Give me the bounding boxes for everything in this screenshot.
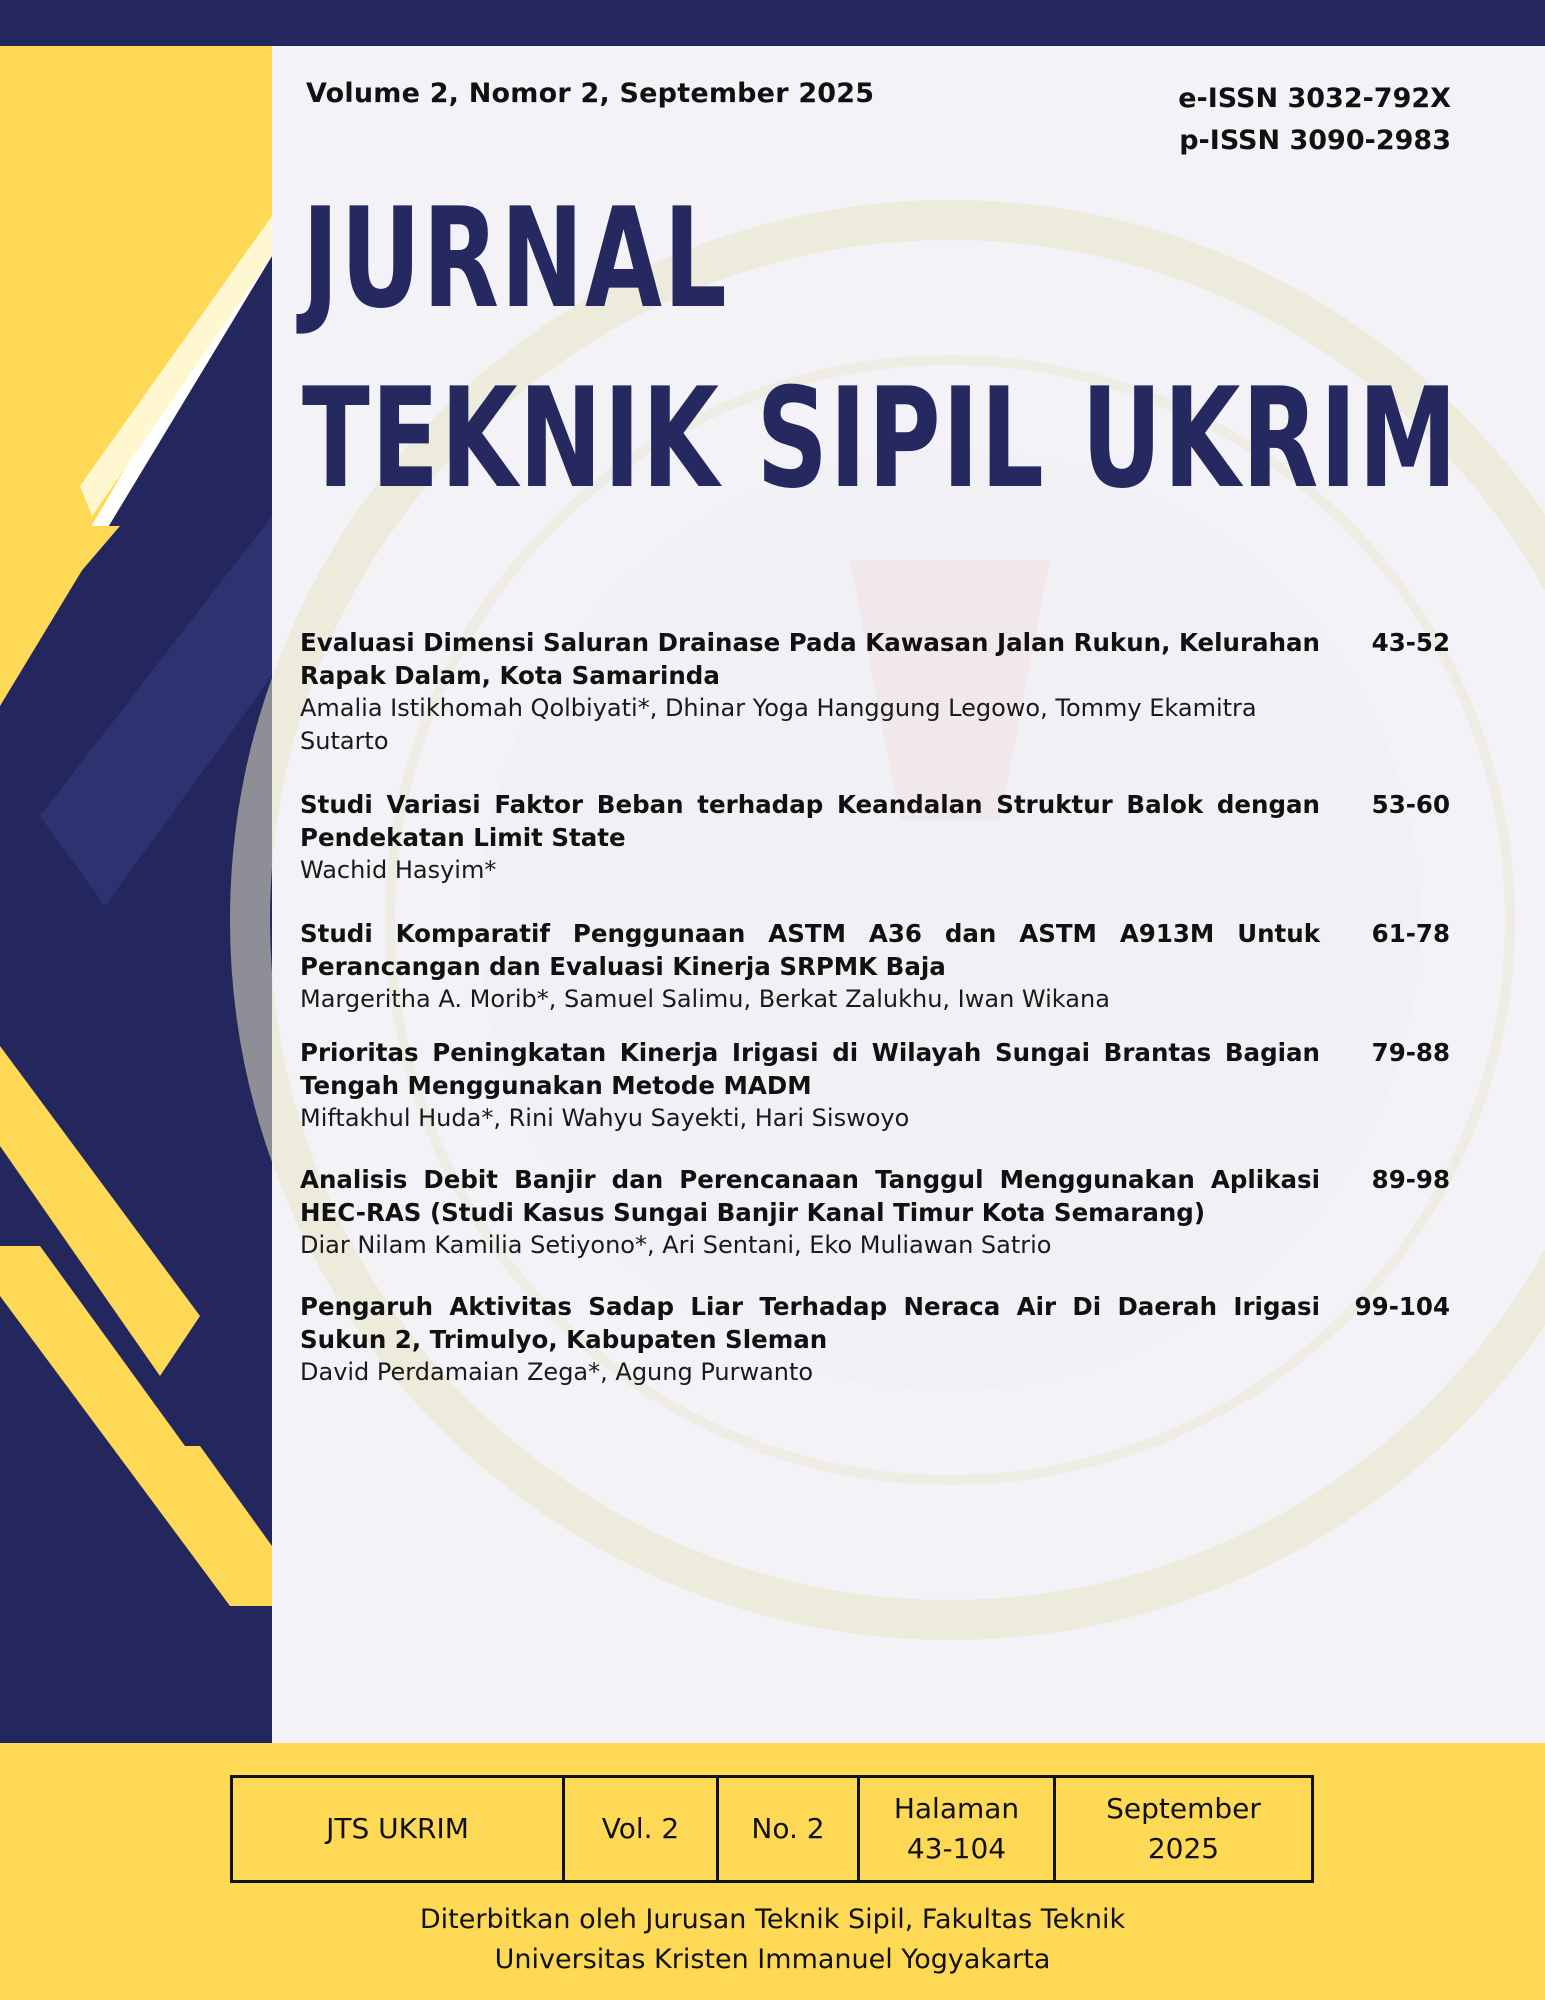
journal-abbrev-cell: JTS UKRIM (232, 1777, 564, 1882)
journal-title-line1: JURNAL (302, 178, 729, 339)
article-authors: Wachid Hasyim* (300, 856, 497, 884)
article-pages: 53-60 (1371, 790, 1450, 819)
publisher-line1: Diterbitkan oleh Jurusan Teknik Sipil, Fakultas Teknik (419, 1904, 1126, 1935)
volume-issue-label: Volume 2, Nomor 2, September 2025 (306, 78, 875, 109)
toc-entry[interactable] (300, 788, 1450, 887)
month-label: September (1106, 1792, 1261, 1825)
table-of-contents (300, 626, 1450, 1389)
p-issn-label: p-ISSN 3090-2983 (1179, 125, 1451, 156)
pages-cell (859, 1777, 1055, 1882)
date-cell (1055, 1777, 1313, 1882)
toc-entry[interactable] (300, 626, 1450, 758)
issue-info-table (230, 1775, 1314, 1883)
article-authors: Diar Nilam Kamilia Setiyono*, Ari Sentani, Eko Muliawan Satrio (300, 1231, 1052, 1259)
issn-block (1178, 78, 1451, 162)
toc-entry[interactable] (300, 1290, 1450, 1389)
toc-entry[interactable] (300, 1036, 1450, 1135)
year-label: 2025 (1147, 1832, 1220, 1865)
article-title[interactable]: Evaluasi Dimensi Saluran Drainase Pada Kawasan Jalan Rukun, Kelurahan Rapak Dalam, Kota Samarinda (300, 628, 1320, 690)
article-pages: 99-104 (1354, 1292, 1450, 1321)
article-title[interactable]: Prioritas Peningkatan Kinerja Irigasi di Wilayah Sungai Brantas Bagian Tengah Menggunakan Metode MADM (300, 1038, 1320, 1100)
article-authors: Margeritha A. Morib*, Samuel Salimu, Berkat Zalukhu, Iwan Wikana (300, 985, 1110, 1013)
side-decoration (0, 46, 272, 1743)
publisher-line2: Universitas Kristen Immanuel Yogyakarta (494, 1944, 1051, 1975)
e-issn-label: e-ISSN 3032-792X (1178, 83, 1451, 114)
article-title[interactable]: Studi Variasi Faktor Beban terhadap Keandalan Struktur Balok dengan Pendekatan Limit State (300, 790, 1320, 852)
publisher-info (0, 1900, 1545, 1980)
article-pages: 79-88 (1371, 1038, 1450, 1067)
article-title[interactable]: Studi Komparatif Penggunaan ASTM A36 dan ASTM A913M Untuk Perancangan dan Evaluasi Kinerja SRPMK Baja (300, 919, 1320, 981)
article-authors: Miftakhul Huda*, Rini Wahyu Sayekti, Hari Siswoyo (300, 1104, 910, 1132)
volume-cell: Vol. 2 (564, 1777, 718, 1882)
journal-title-line2: TEKNIK SIPIL UKRIM (302, 358, 1459, 519)
top-bar (0, 0, 1545, 46)
number-cell: No. 2 (718, 1777, 859, 1882)
toc-entry[interactable] (300, 1163, 1450, 1262)
toc-entry[interactable] (300, 917, 1450, 1016)
article-authors: Amalia Istikhomah Qolbiyati*, Dhinar Yoga Hanggung Legowo, Tommy Ekamitra Sutarto (300, 694, 1257, 755)
article-pages: 89-98 (1371, 1165, 1450, 1194)
article-title[interactable]: Pengaruh Aktivitas Sadap Liar Terhadap Neraca Air Di Daerah Irigasi Sukun 2, Trimulyo, Kabupaten Sleman (300, 1292, 1320, 1354)
pages-range: 43-104 (906, 1832, 1007, 1865)
article-pages: 43-52 (1371, 628, 1450, 657)
pages-label: Halaman (893, 1792, 1020, 1825)
article-pages: 61-78 (1371, 919, 1450, 948)
journal-title (302, 178, 1502, 519)
article-title[interactable]: Analisis Debit Banjir dan Perencanaan Tanggul Menggunakan Aplikasi HEC-RAS (Studi Kasus Sungai Banjir Kanal Timur Kota Semarang) (300, 1165, 1320, 1227)
article-authors: David Perdamaian Zega*, Agung Purwanto (300, 1358, 814, 1386)
